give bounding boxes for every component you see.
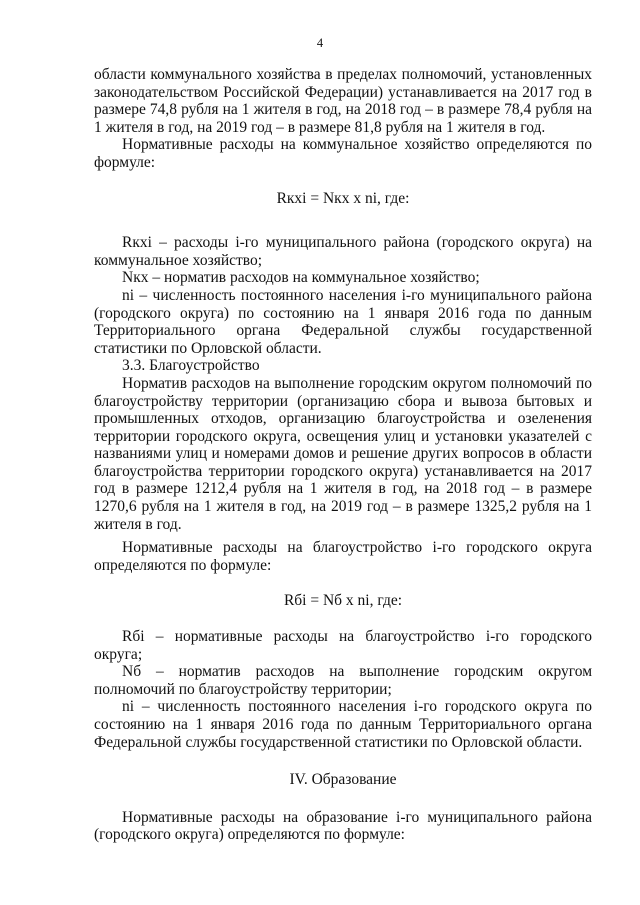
page-number: 4	[316, 36, 324, 50]
formula-communal: Rкхi = Nкх х ni, где:	[276, 189, 410, 207]
document-body	[94, 66, 592, 844]
paragraph-education-formula-intro: Нормативные расходы на образование i-го муниципального района (городского округа) определяются по формуле:	[94, 808, 592, 844]
definition-nb: Nб – норматив расходов на выполнение городским округом полномочий по благоустройству территории;	[94, 663, 592, 698]
definition-rkhi: Rкхi – расходы i-го муниципального района (городского округа) на коммунальное хозяйство;	[94, 234, 592, 269]
paragraph-improvement-norm: Норматив расходов на выполнение городским округом полномочий по благоустройству территории (организацию сбора и вывоза бытовых и промышленных отходов, организацию благоустройства и озеленения территории городского округа, освещения улиц и установки указателей с названиями улиц и номерами домов и решение других вопросов в области благоустройства территории городского округа) устанавливается на 2017 год в размере 1212,4 рубля на 1 жителя в год, на 2018 год – в размере 1270,6 рубля на 1 жителя в год, на 2019 год – в размере 1325,2 рубля на 1 жителя в год.	[94, 374, 592, 533]
definition-ni-improvement: ni – численность постоянного населения i-го городского округа по состоянию на 1 января 2016 года по данным Территориального органа Федеральной службы государственной статистики по Орловской области.	[94, 698, 592, 751]
definition-nkh: Nкх – норматив расходов на коммунальное хозяйство;	[122, 269, 480, 287]
definition-ni-communal: ni – численность постоянного населения i-го муниципального района (городского округа) по состоянию на 1 января 2016 года по данным Территориального органа Федеральной службы государственной статистики по Орловской области.	[94, 286, 592, 357]
section-heading-3-3: 3.3. Благоустройство	[122, 357, 260, 375]
paragraph-communal-norm: области коммунального хозяйства в пределах полномочий, установленных законодательством Российской Федерации) устанавливается на 2017 год в размере 74,8 рубля на 1 жителя в год, на 2018 год – в размере 78,4 рубля на 1 жителя в год, на 2019 год – в размере 81,8 рубля на 1 жителя в год.	[94, 66, 592, 136]
paragraph-communal-formula-intro: Нормативные расходы на коммунальное хозяйство определяются по формуле:	[94, 136, 592, 171]
section-heading-iv: IV. Образование	[289, 771, 397, 789]
formula-improvement: Rбi = Nб х ni, где:	[283, 592, 403, 610]
definition-rbi: Rбi – нормативные расходы на благоустройство i-го городского округа;	[94, 628, 592, 663]
paragraph-improvement-formula-intro: Нормативные расходы на благоустройство i-го городского округа определяются по формуле:	[94, 539, 592, 574]
